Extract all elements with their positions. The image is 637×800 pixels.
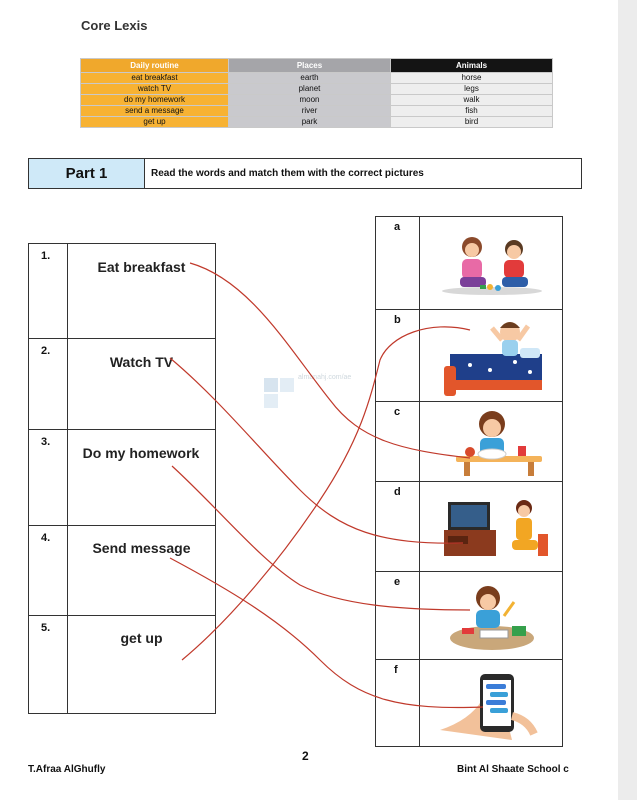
- word-number: 1.: [41, 250, 51, 262]
- match-line: [170, 558, 483, 707]
- lexis-cell: get up: [81, 117, 229, 128]
- lexis-cell: planet: [229, 84, 391, 95]
- match-line: [172, 466, 470, 610]
- word-text: Do my homework: [82, 445, 200, 461]
- match-line: [190, 263, 470, 458]
- lexis-cell: watch TV: [81, 84, 229, 95]
- page-number: 2: [302, 749, 309, 763]
- word-text: Eat breakfast: [97, 259, 186, 275]
- word-text: get up: [120, 630, 163, 646]
- lexis-cell: moon: [229, 95, 391, 106]
- picture-letter: f: [394, 664, 398, 676]
- part-instruction: Read the words and match them with the correct pictures: [151, 168, 424, 179]
- lexis-cell: legs: [391, 84, 553, 95]
- watermark-text: almanahj.com/ae: [298, 374, 352, 381]
- lexis-cell: send a message: [81, 106, 229, 117]
- picture-letter: a: [394, 221, 401, 233]
- section-title: Core Lexis: [81, 18, 148, 33]
- picture-letter: c: [394, 406, 401, 418]
- word-number: 4.: [41, 532, 51, 544]
- lexis-cell: earth: [229, 73, 391, 84]
- lexis-cell: walk: [391, 95, 553, 106]
- header-daily-routine: Daily routine: [81, 59, 229, 73]
- header-animals: Animals: [391, 59, 553, 73]
- lexis-cell: do my homework: [81, 95, 229, 106]
- word-number: 3.: [41, 436, 51, 448]
- word-text: Send message: [92, 540, 191, 556]
- picture-letter: e: [394, 576, 401, 588]
- word-number: 5.: [41, 622, 51, 634]
- picture-letter: b: [394, 314, 401, 326]
- word-text: Watch TV: [109, 354, 174, 370]
- footer-teacher: T.Afraa AlGhufly: [28, 764, 106, 775]
- lexis-cell: horse: [391, 73, 553, 84]
- lexis-cell: bird: [391, 117, 553, 128]
- lexis-cell: park: [229, 117, 391, 128]
- lexis-cell: eat breakfast: [81, 73, 229, 84]
- part-label: Part 1: [29, 159, 145, 188]
- word-number: 2.: [41, 345, 51, 357]
- lexis-cell: fish: [391, 106, 553, 117]
- header-places: Places: [229, 59, 391, 73]
- picture-letter: d: [394, 486, 401, 498]
- lexis-cell: river: [229, 106, 391, 117]
- match-line: [182, 327, 470, 660]
- footer-school: Bint Al Shaate School c: [457, 764, 569, 775]
